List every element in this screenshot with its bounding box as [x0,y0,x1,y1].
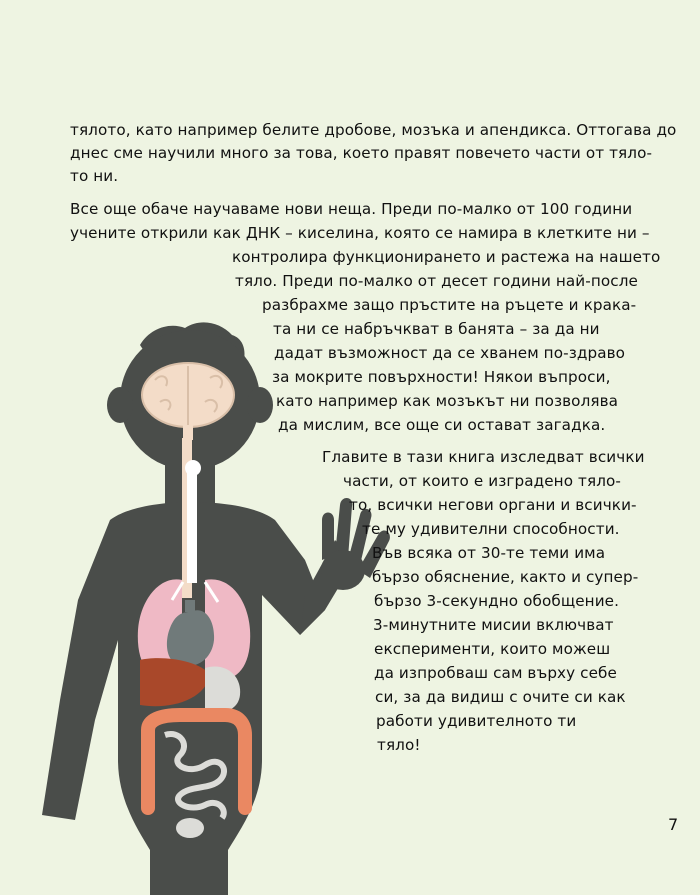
discoveries-line: да мислим, все още си остават загадка. [278,416,606,434]
intro-line: тялото, като например белите дробове, мозъка и апендикса. Оттогава до [70,121,677,139]
bladder [176,818,204,838]
discoveries-line: учените открили как ДНК – киселина, която се намира в клетките ни – [70,224,650,242]
chapters-line: си, за да видиш с очите си как [375,688,626,706]
chapters-line: те му удивителни способности. [362,520,620,538]
intro-line: днес сме научили много за това, което правят повечето части от тяло- [70,144,653,162]
chapters-line: експерименти, които можеш [374,640,611,658]
chapters-line: Главите в тази книга изследват всички [322,448,645,466]
chapters-line: работи удивителното ти [376,712,577,730]
chapters-line: то, всички негови органи и всички- [349,496,637,514]
page-number: 7 [668,815,679,834]
discoveries-line: като например как мозъкът ни позволява [276,392,619,410]
chapters-line: 3-минутните мисии включват [373,616,614,634]
chapters-line: бързо 3-секундно обобщение. [374,592,620,610]
intro-line: то ни. [70,167,119,185]
chapters-line: бързо обяснение, както и супер- [372,568,639,586]
discoveries-line: разбрахме защо пръстите на ръцете и крака- [262,296,637,314]
chapters-line: тяло! [377,736,421,754]
discoveries-line: та ни се набръчкват в банята – за да ни [273,320,600,338]
chapters-line: части, от които е изградено тяло- [343,472,621,490]
discoveries-line: тяло. Преди по-малко от десет години най-после [235,272,638,290]
chapters-line: Във всяка от 30-те теми има [372,544,606,562]
discoveries-line: за мокрите повърхности! Някои въпроси, [272,368,611,386]
chapters-line: да изпробваш сам върху себе [374,664,617,682]
discoveries-line: Все още обаче научаваме нови неща. Преди по-малко от 100 години [70,200,633,218]
discoveries-line: дадат възможност да се хванем по-здраво [274,344,626,362]
discoveries-line: контролира функционирането и растежа на нашето [232,248,661,266]
